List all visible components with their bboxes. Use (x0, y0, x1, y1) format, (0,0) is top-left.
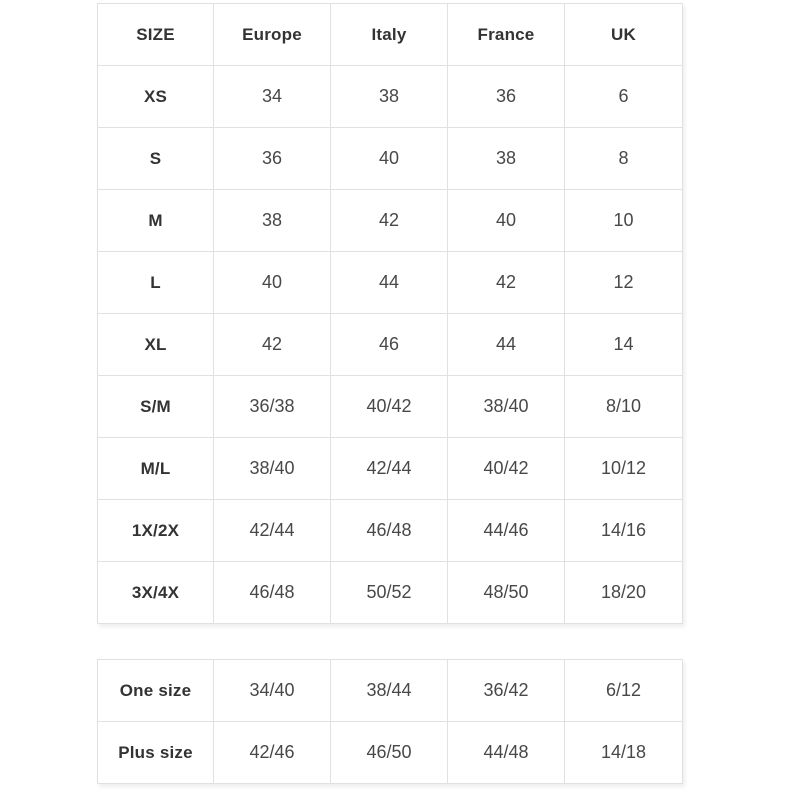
table-row-1x2x (98, 500, 683, 562)
italy-value: 42 (331, 190, 448, 252)
uk-value: 12 (565, 252, 683, 314)
france-value: 40/42 (448, 438, 565, 500)
size-label: M/L (98, 438, 214, 500)
europe-value: 34 (214, 66, 331, 128)
europe-value: 42/46 (214, 722, 331, 784)
france-value: 40 (448, 190, 565, 252)
table-row-l (98, 252, 683, 314)
uk-value: 14 (565, 314, 683, 376)
size-label: S (98, 128, 214, 190)
table-row-m (98, 190, 683, 252)
table-row-plus-size (98, 722, 683, 784)
europe-value: 36 (214, 128, 331, 190)
table-row-one-size (98, 660, 683, 722)
europe-value: 42 (214, 314, 331, 376)
size-label: 3X/4X (98, 562, 214, 624)
size-label: 1X/2X (98, 500, 214, 562)
size-label: XS (98, 66, 214, 128)
italy-value: 38/44 (331, 660, 448, 722)
uk-value: 6/12 (565, 660, 683, 722)
special-sizes-table (97, 659, 683, 784)
italy-value: 44 (331, 252, 448, 314)
size-chart (97, 3, 683, 784)
europe-value: 36/38 (214, 376, 331, 438)
france-value: 36/42 (448, 660, 565, 722)
uk-value: 8/10 (565, 376, 683, 438)
table-row-s (98, 128, 683, 190)
uk-value: 14/18 (565, 722, 683, 784)
uk-value: 10/12 (565, 438, 683, 500)
size-conversion-table (97, 3, 683, 624)
table-row-sm (98, 376, 683, 438)
europe-value: 38 (214, 190, 331, 252)
uk-value: 8 (565, 128, 683, 190)
header-row (98, 4, 683, 66)
italy-value: 46 (331, 314, 448, 376)
france-value: 36 (448, 66, 565, 128)
france-value: 48/50 (448, 562, 565, 624)
france-value: 44/46 (448, 500, 565, 562)
france-value: 38 (448, 128, 565, 190)
france-value: 42 (448, 252, 565, 314)
italy-value: 42/44 (331, 438, 448, 500)
italy-value: 46/50 (331, 722, 448, 784)
uk-value: 14/16 (565, 500, 683, 562)
column-header-france: France (448, 4, 565, 66)
table-row-ml (98, 438, 683, 500)
size-label: M (98, 190, 214, 252)
size-label: XL (98, 314, 214, 376)
size-label: L (98, 252, 214, 314)
table-row-3x4x (98, 562, 683, 624)
column-header-size: SIZE (98, 4, 214, 66)
size-label: S/M (98, 376, 214, 438)
column-header-europe: Europe (214, 4, 331, 66)
uk-value: 6 (565, 66, 683, 128)
italy-value: 40 (331, 128, 448, 190)
europe-value: 34/40 (214, 660, 331, 722)
europe-value: 46/48 (214, 562, 331, 624)
uk-value: 10 (565, 190, 683, 252)
size-label: Plus size (98, 722, 214, 784)
europe-value: 40 (214, 252, 331, 314)
europe-value: 38/40 (214, 438, 331, 500)
italy-value: 40/42 (331, 376, 448, 438)
france-value: 44/48 (448, 722, 565, 784)
table-row-xs (98, 66, 683, 128)
italy-value: 50/52 (331, 562, 448, 624)
size-label: One size (98, 660, 214, 722)
italy-value: 38 (331, 66, 448, 128)
table-row-xl (98, 314, 683, 376)
column-header-uk: UK (565, 4, 683, 66)
europe-value: 42/44 (214, 500, 331, 562)
france-value: 44 (448, 314, 565, 376)
column-header-italy: Italy (331, 4, 448, 66)
france-value: 38/40 (448, 376, 565, 438)
uk-value: 18/20 (565, 562, 683, 624)
italy-value: 46/48 (331, 500, 448, 562)
